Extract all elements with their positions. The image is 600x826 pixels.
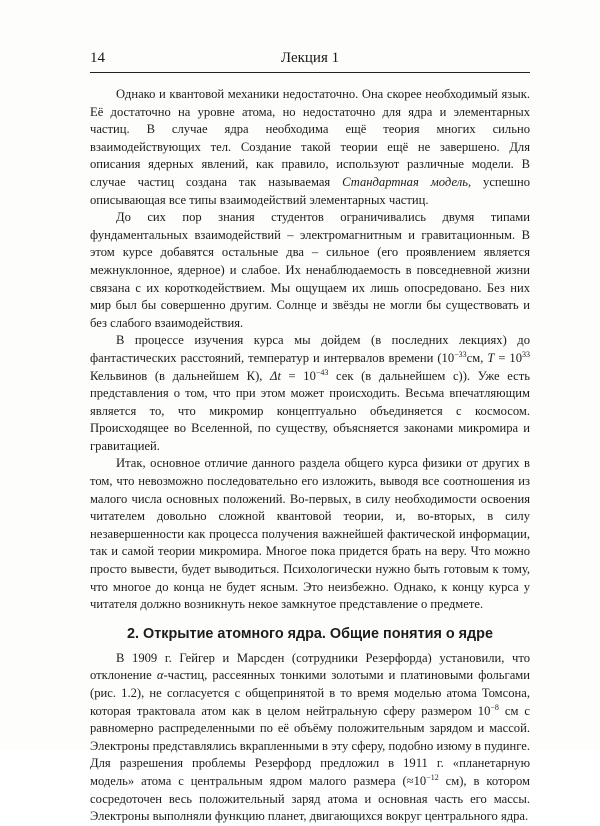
emphasis: Стандартная модель: [342, 174, 468, 189]
paragraph: В процессе изучения курса мы дойдем (в последних лекциях) до фантастических расстояний, температур и интервалов времени ($10^{-33}см$, $T = 10^{33}$ Кельвинов (в дальнейшем К), $\Delta t = 10^{-43}$ сек (в дальнейшем с)). Уже есть представления о том, что при этом может происходить. Весьма впечатляющим является то, что микромир концептуально объединяется с космосом. Происходящее во Вселенной, по существу, объясняется законами микромира и гравитацией.: [90, 333, 530, 453]
paragraph: До сих пор знания студентов ограничивались двумя типами фундаментальных взаимодействий – электромагнитным и гравитационным. В этом курсе добавятся остальные два – сильное (его проявлением является межнуклонное, ядерное) и слабое. Их ненаблюдаемость в повседневной жизни связана с их короткодействием. Мы ощущаем их лишь опосредовано. Без них мир был бы совершенно другим. Солнце и звёзды не могли бы существовать и без слабого взаимодействия.: [90, 210, 530, 330]
running-head: [90, 50, 530, 72]
paragraph: Итак, основное отличие данного раздела общего курса физики от других в том, что невозможно последовательно его изложить, выводя все соотношения из малого числа основных положений. Во-первых, в силу необходимости освоения читателем довольно сложной квантовой теории, и, во-вторых, в силу незавершенности как процесса получения важнейшей фактической информации, так и самой теории микромира. Многое пока придется брать на веру. Что можно просто вывести, будет выводиться. Психологически нужно быть готовым к тому, что многое до конца не будет ясным. Это неизбежно. Однако, к концу курса у читателя должно возникнуть некое замкнутое представление о предмете.: [90, 456, 530, 612]
section-heading: 2. Открытие атомного ядра. Общие понятия о ядре: [127, 625, 493, 642]
body-text: [90, 86, 530, 826]
header-rule: [90, 72, 530, 73]
paragraph: Однако и квантовой механики недостаточно. Она скорее необходимый язык. Её достаточно на уровне атома, но недостаточно для ядра и элементарных частиц. В случае ядра необходима ещё теория многих сильно взаимодействующих тел. Создание такой теории ещё не завершено. Для описания ядерных явлений, как правило, используют различные модели. В случае частиц создана так называемая Стандартная модель, успешно описывающая все типы взаимодействий элементарных частиц.: [90, 87, 530, 207]
page-number: 14: [90, 50, 105, 66]
running-title: Лекция 1: [280, 50, 340, 66]
paragraph: В 1909 г. Гейгер и Марсден (сотрудники Резерфорда) установили, что отклонение α-частиц, рассеянных тонкими золотыми и платиновыми фольгами (рис. 1.2), не согласуется с общепринятой в то время моделью атома Томсона, которая трактовала атом как в целом нейтральную сферу размером $10^{-8}$ см с равномерно распределенными по её объёму положительным зарядом и массой. Электроны представлялись вкрапленными в эту сферу, подобно изюму в пудинге. Для разрешения проблемы Резерфорд предложил в 1911 г. «планетарную модель» атома с центральным ядром малого размера ($\approx 10^{-12}$ см), в котором сосредоточен весь положительный заряд атома и основная часть его массы. Электроны выполняли функцию планет, двигающихся вокруг центрального ядра.: [90, 650, 531, 824]
